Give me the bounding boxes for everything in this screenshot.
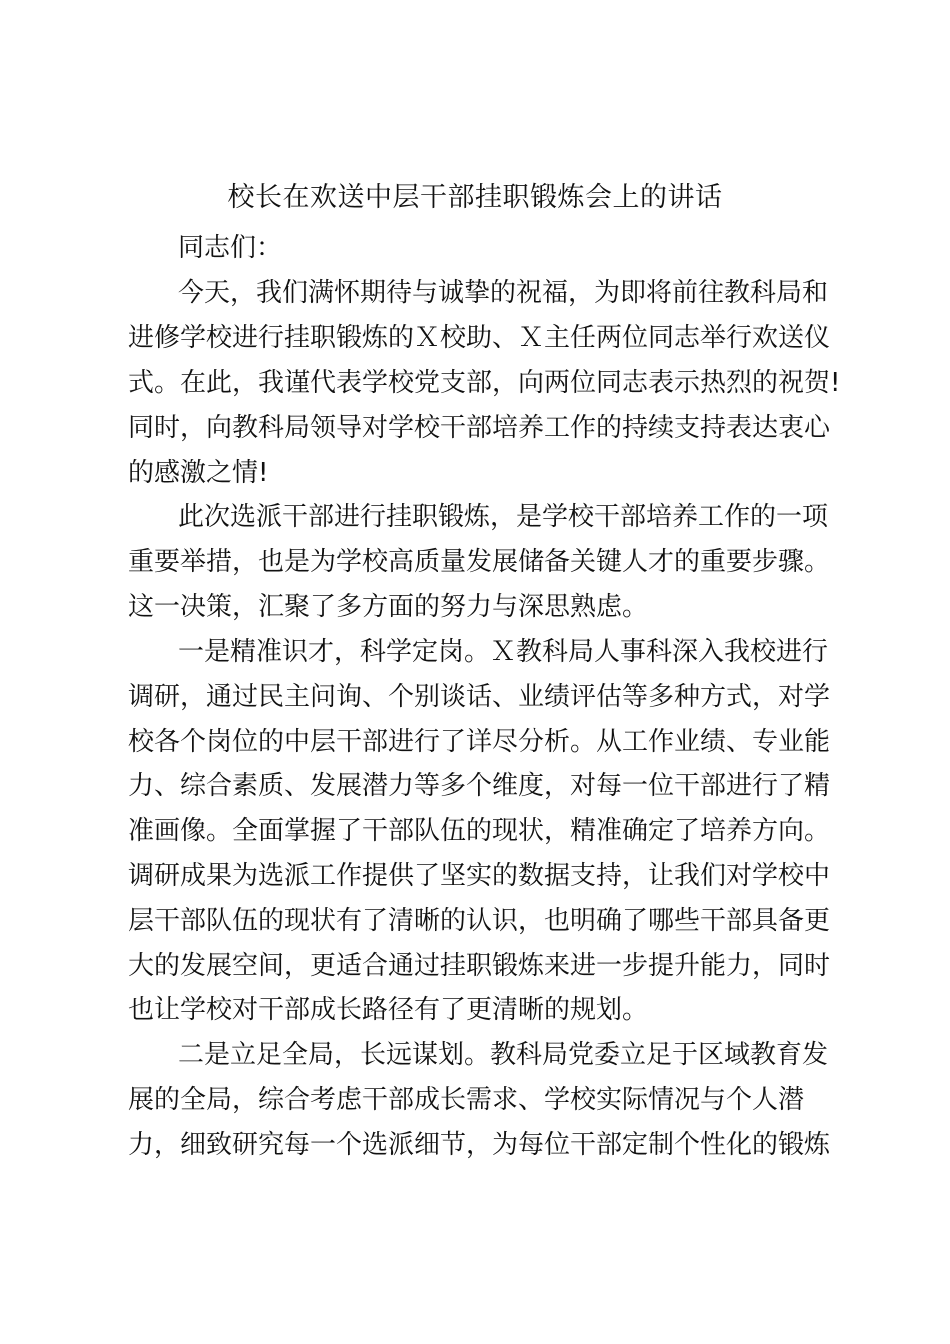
paragraph-3-line-4: 力、综合素质、发展潜力等多个维度，对每一位干部进行了精	[128, 771, 831, 801]
paragraph-3-line-6: 调研成果为选派工作提供了坚实的数据支持，让我们对学校中	[128, 861, 831, 891]
paragraph-2-line-3: 这一决策，汇聚了多方面的努力与深思熟虑。	[128, 592, 649, 622]
paragraph-3-line-2: 调研，通过民主问询、个别谈话、业绩评估等多种方式，对学	[128, 682, 831, 712]
paragraph-3-line-9: 也让学校对干部成长路径有了更清晰的规划。	[128, 995, 649, 1025]
paragraph-2-line-1: 此次选派干部进行挂职锻炼，是学校干部培养工作的一项	[178, 502, 829, 532]
paragraph-2-line-2: 重要举措，也是为学校高质量发展储备关键人才的重要步骤。	[128, 547, 831, 577]
paragraph-1-line-2: 进修学校进行挂职锻炼的Ｘ校助、Ｘ主任两位同志举行欢送仪	[128, 323, 831, 353]
paragraph-3-line-7: 层干部队伍的现状有了清晰的认识，也明确了哪些干部具备更	[128, 906, 831, 936]
paragraph-1-line-3: 式。在此，我谨代表学校党支部，向两位同志表示热烈的祝贺!	[128, 368, 841, 398]
paragraph-1-line-5: 的感激之情!	[128, 458, 269, 488]
paragraph-4-line-2: 展的全局，综合考虑干部成长需求、学校实际情况与个人潜	[128, 1085, 805, 1115]
paragraph-1-line-1: 今天，我们满怀期待与诚挚的祝福，为即将前往教科局和	[178, 278, 829, 308]
paragraph-4-line-1: 二是立足全局，长远谋划。教科局党委立足于区域教育发	[178, 1040, 829, 1070]
salutation: 同志们：	[178, 233, 283, 263]
paragraph-3-line-5: 准画像。全面掌握了干部队伍的现状，精准确定了培养方向。	[128, 816, 831, 846]
paragraph-3-line-3: 校各个岗位的中层干部进行了详尽分析。从工作业绩、专业能	[128, 727, 831, 757]
paragraph-3-line-1: 一是精准识才，科学定岗。Ｘ教科局人事科深入我校进行	[178, 637, 829, 667]
paragraph-3-line-8: 大的发展空间，更适合通过挂职锻炼来进一步提升能力，同时	[128, 951, 831, 981]
paragraph-1-line-4: 同时，向教科局领导对学校干部培养工作的持续支持表达衷心	[128, 413, 831, 443]
document-title: 校长在欢送中层干部挂职锻炼会上的讲话	[227, 182, 723, 213]
paragraph-4-line-3: 力，细致研究每一个选派细节，为每位干部定制个性化的锻炼	[128, 1130, 831, 1160]
